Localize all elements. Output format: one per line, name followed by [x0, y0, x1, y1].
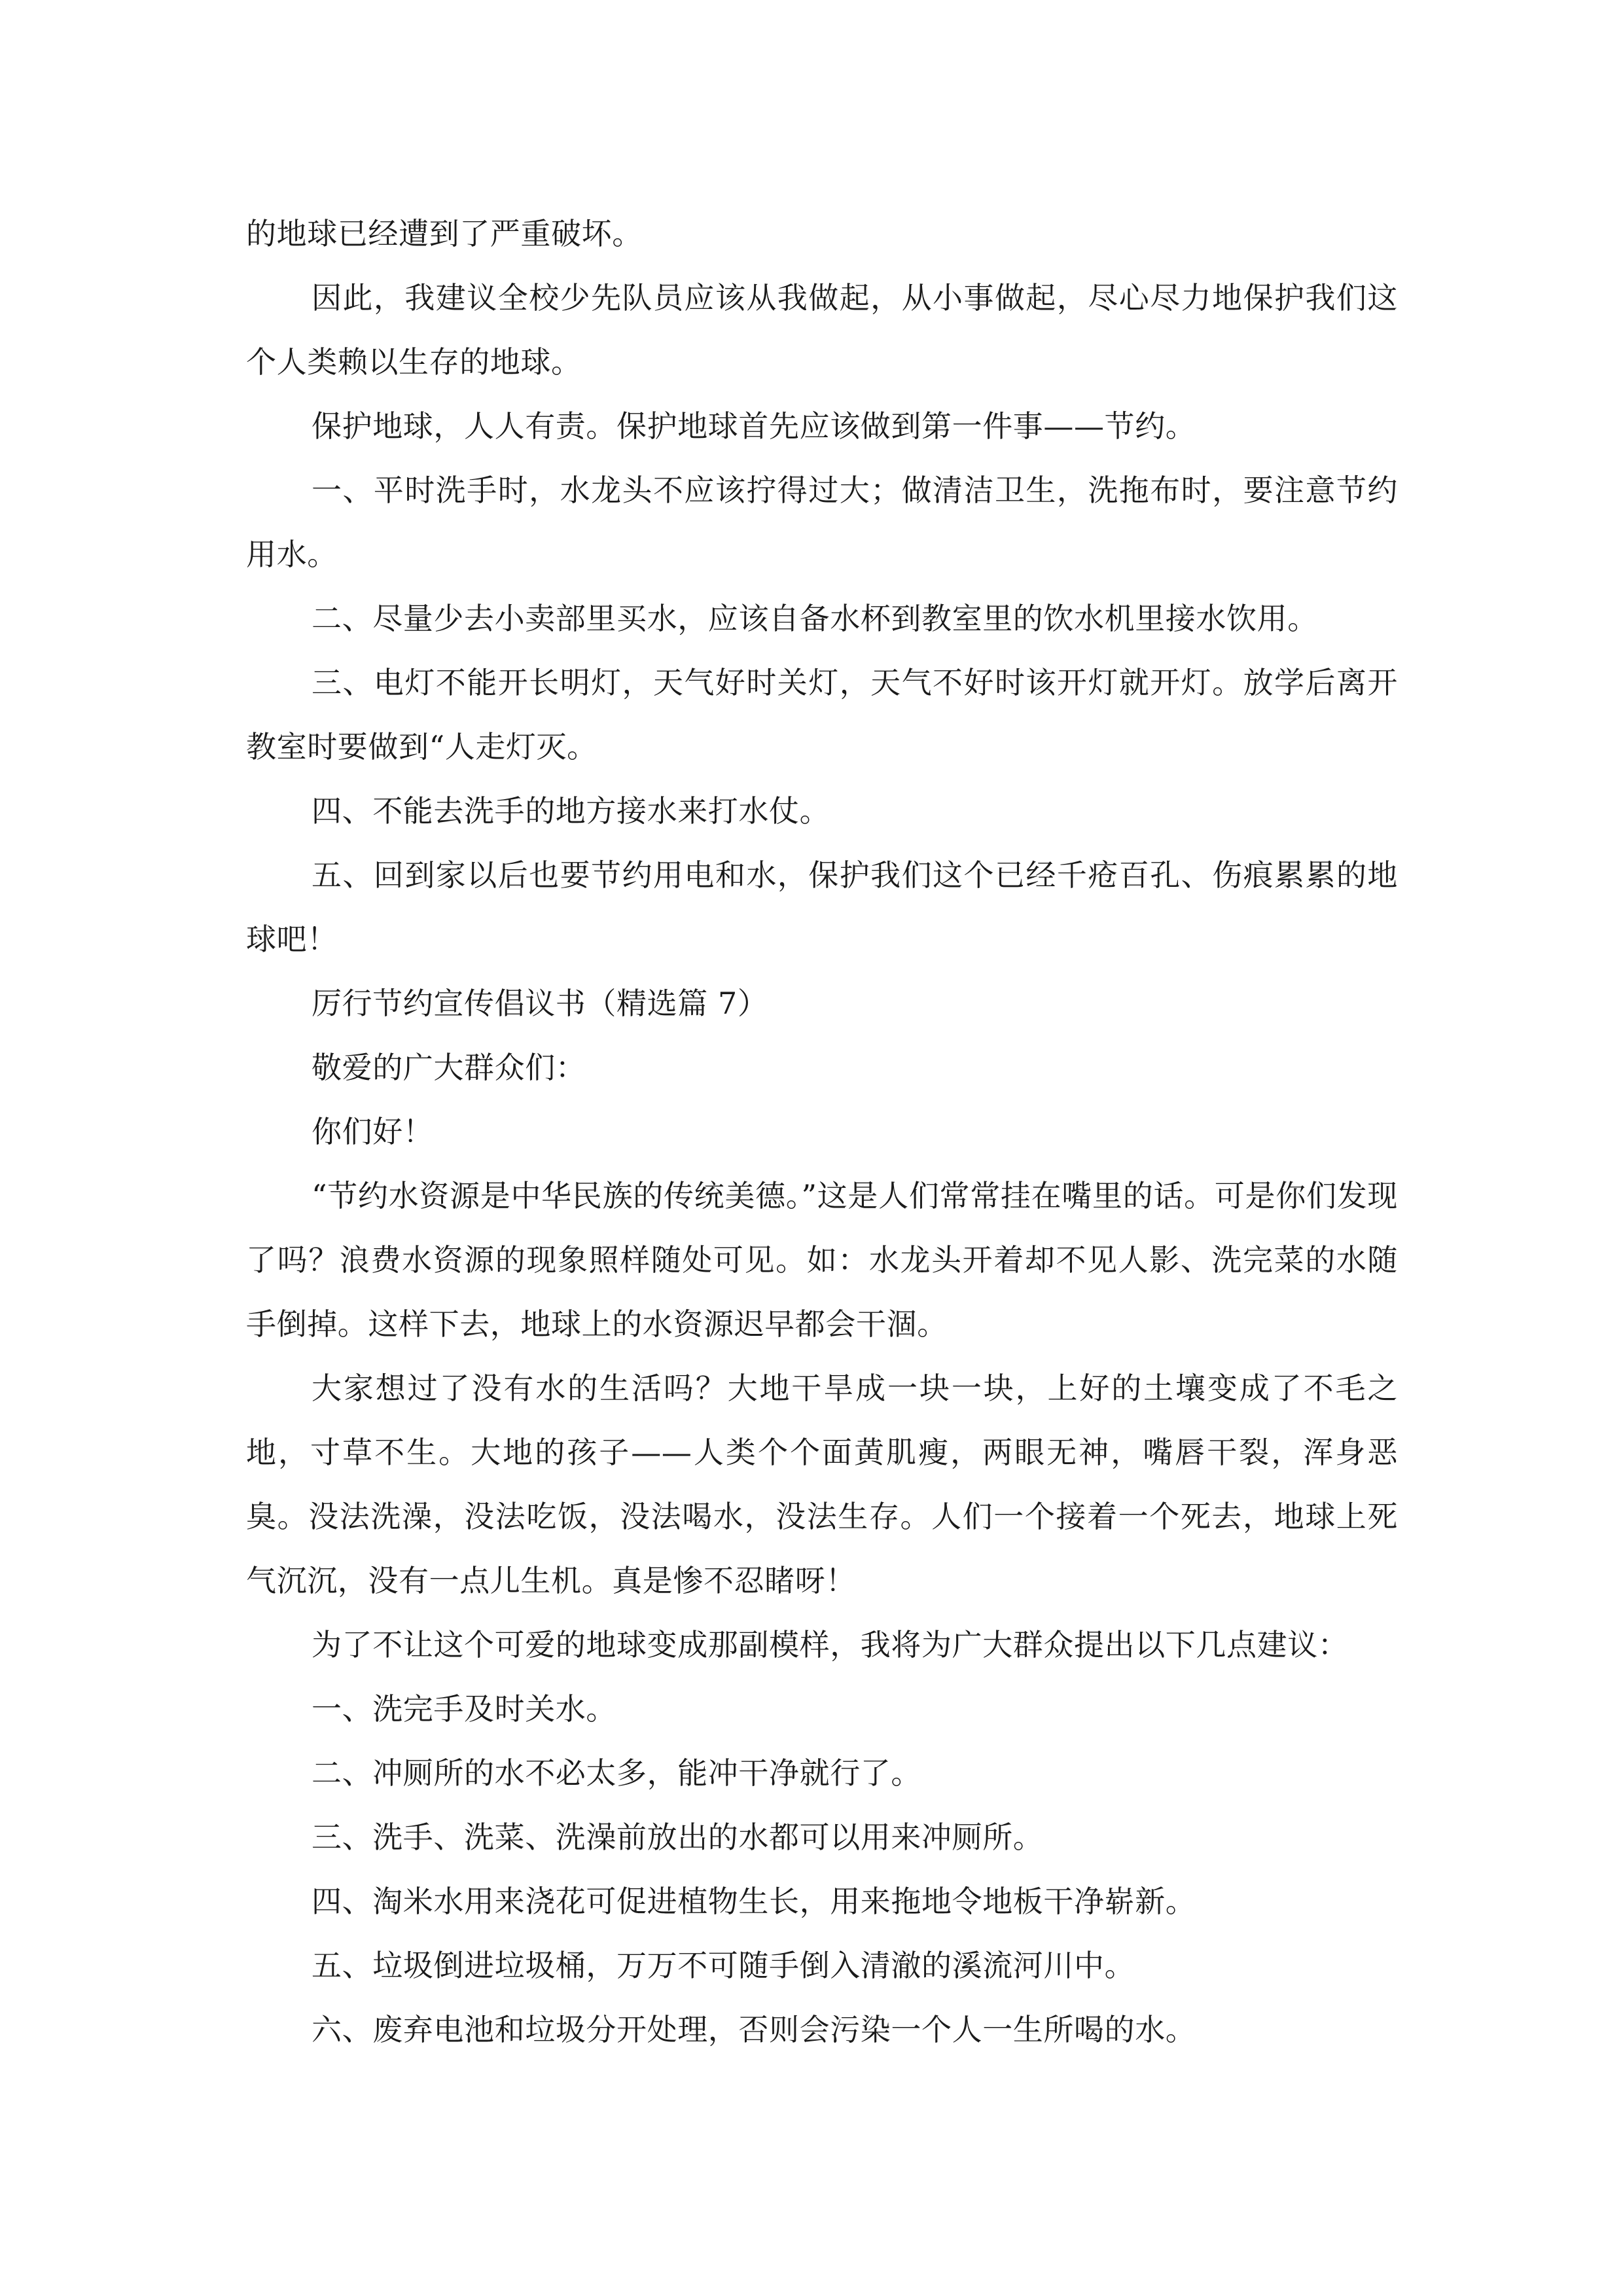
list-item: 六、废弃电池和垃圾分开处理，否则会污染一个人一生所喝的水。	[312, 2012, 1196, 2047]
paragraph: 一、平时洗手时，水龙头不应该拧得过大；做清洁卫生，洗拖布时，要注意节约用水。	[246, 473, 1398, 572]
list-item: 二、冲厕所的水不必太多，能冲干净就行了。	[312, 1755, 921, 1791]
paragraph: 二、尽量少去小卖部里买水，应该自备水杯到教室里的饮水机里接水饮用。	[312, 601, 1318, 636]
list-item: 五、垃圾倒进垃圾桶，万万不可随手倒入清澈的溪流河川中。	[312, 1948, 1135, 1983]
paragraph: “节约水资源是中华民族的传统美德。”这是人们常常挂在嘴里的话。可是你们发现了吗？浪费水资源的现象照样随处可见。如：水龙头开着却不见人影、洗完菜的水随手倒掉。这样下去，地球上的水资源迟早都会干涸。	[246, 1178, 1398, 1342]
paragraph: 三、电灯不能开长明灯，天气好时关灯，天气不好时该开灯就开灯。放学后离开教室时要做到“人走灯灭。	[246, 665, 1398, 764]
paragraph: 因此，我建议全校少先队员应该从我做起，从小事做起，尽心尽力地保护我们这个人类赖以生存的地球。	[246, 280, 1398, 380]
section-heading: 厉行节约宣传倡议书（精选篇 7）	[312, 986, 768, 1021]
paragraph: 大家想过了没有水的生活吗？大地干旱成一块一块，上好的土壤变成了不毛之地，寸草不生。大地的孩子——人类个个面黄肌瘦，两眼无神，嘴唇干裂，浑身恶臭。没法洗澡，没法吃饭，没法喝水，没法生存。人们一个接着一个死去，地球上死气沉沉，没有一点儿生机。真是惨不忍睹呀！	[246, 1371, 1398, 1598]
paragraph: 五、回到家以后也要节约用电和水，保护我们这个已经千疮百孔、伤痕累累的地球吧！	[246, 857, 1398, 957]
document-body	[246, 202, 1398, 2062]
paragraph: 四、不能去洗手的地方接水来打水仗。	[312, 793, 830, 829]
paragraph: 的地球已经遭到了严重破坏。	[246, 216, 643, 251]
list-item: 一、洗完手及时关水。	[312, 1691, 616, 1727]
paragraph: 为了不让这个可爱的地球变成那副模样，我将为广大群众提出以下几点建议：	[312, 1627, 1349, 1662]
list-item: 四、淘米水用来浇花可促进植物生长，用来拖地令地板干净崭新。	[312, 1884, 1196, 1919]
salutation: 敬爱的广大群众们：	[312, 1050, 586, 1085]
greeting: 你们好！	[312, 1114, 434, 1149]
paragraph: 保护地球，人人有责。保护地球首先应该做到第一件事——节约。	[312, 408, 1196, 444]
list-item: 三、洗手、洗菜、洗澡前放出的水都可以用来冲厕所。	[312, 1820, 1044, 1855]
